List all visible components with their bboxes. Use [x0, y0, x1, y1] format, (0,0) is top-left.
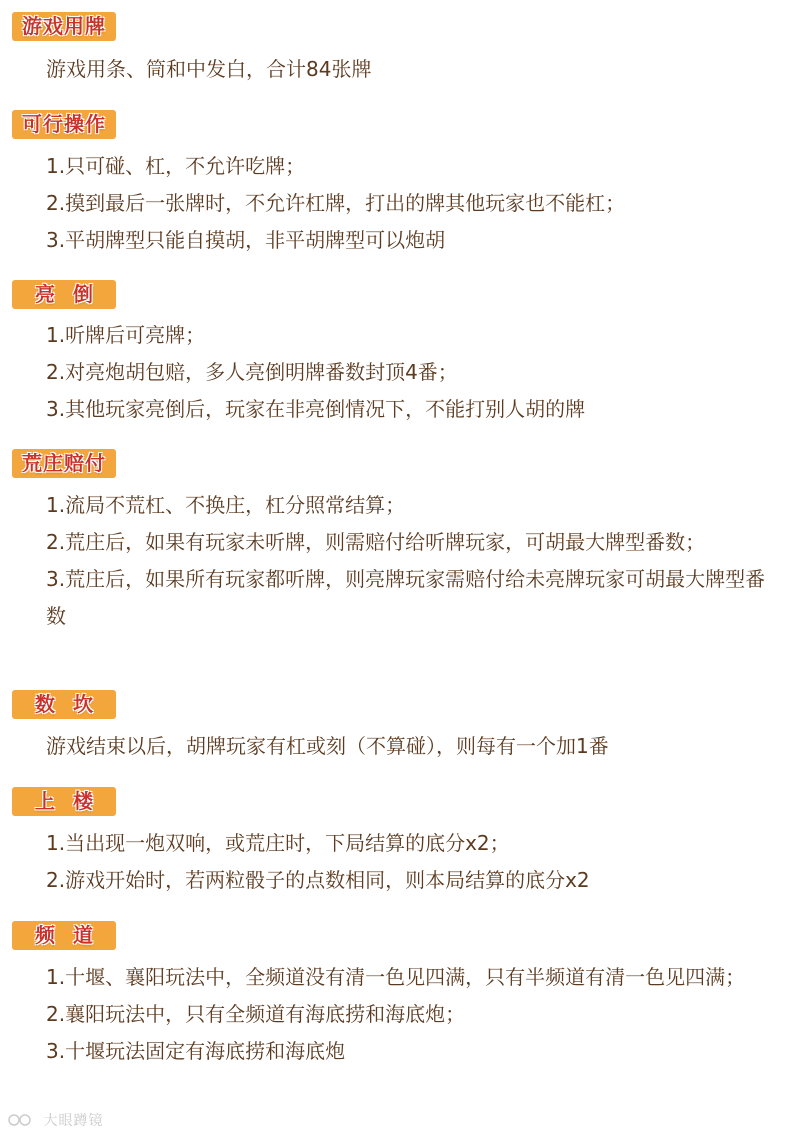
rule-line: 2.对亮炮胡包赔，多人亮倒明牌番数封顶4番； — [46, 360, 458, 384]
section-body — [46, 825, 784, 899]
section-body — [46, 487, 784, 635]
rule-line: 2.游戏开始时，若两粒骰子的点数相同，则本局结算的底分x2 — [46, 868, 590, 892]
section-body — [46, 728, 784, 765]
rule-line: 游戏用条、筒和中发白，合计84张牌 — [46, 57, 372, 81]
section-body — [46, 148, 784, 259]
rule-line: 1.流局不荒杠、不换庄，杠分照常结算； — [46, 493, 406, 517]
rule-line: 2.荒庄后，如果有玩家未听牌，则需赔付给听牌玩家，可胡最大牌型番数； — [46, 530, 706, 554]
section-title: 上楼 — [12, 787, 116, 816]
rule-line: 3.平胡牌型只能自摸胡，非平胡牌型可以炮胡 — [46, 228, 446, 252]
section-body — [46, 51, 784, 88]
rule-line: 2.襄阳玩法中，只有全频道有海底捞和海底炮； — [46, 1002, 466, 1026]
section-title: 荒庄赔付 — [12, 449, 116, 478]
section-body — [46, 959, 784, 1070]
rule-line: 游戏结束以后，胡牌玩家有杠或刻（不算碰），则每有一个加1番 — [46, 734, 609, 758]
watermark — [8, 1110, 103, 1130]
section-title: 游戏用牌 — [12, 12, 116, 41]
rule-line: 2.摸到最后一张牌时，不允许杠牌，打出的牌其他玩家也不能杠； — [46, 191, 626, 215]
section-title: 可行操作 — [12, 110, 116, 139]
rule-line: 3.其他玩家亮倒后，玩家在非亮倒情况下，不能打别人胡的牌 — [46, 397, 586, 421]
rule-line: 3.十堰玩法固定有海底捞和海底炮 — [46, 1039, 346, 1063]
section-title: 频道 — [12, 921, 116, 950]
rule-line: 1.十堰、襄阳玩法中，全频道没有清一色见四满，只有半频道有清一色见四满； — [46, 965, 746, 989]
rule-line: 1.听牌后可亮牌； — [46, 323, 206, 347]
rule-line: 1.当出现一炮双响，或荒庄时，下局结算的底分x2； — [46, 831, 510, 855]
watermark-logo-icon — [8, 1113, 34, 1127]
watermark-text: 大眼蹲镜 — [43, 1113, 104, 1129]
section-body — [46, 317, 784, 428]
section-title: 数坎 — [12, 690, 116, 719]
rule-line: 3.荒庄后，如果所有玩家都听牌，则亮牌玩家需赔付给未亮牌玩家可胡最大牌型番数 — [46, 567, 766, 628]
rule-line: 1.只可碰、杠，不允许吃牌； — [46, 154, 306, 178]
section-title: 亮倒 — [12, 280, 116, 309]
